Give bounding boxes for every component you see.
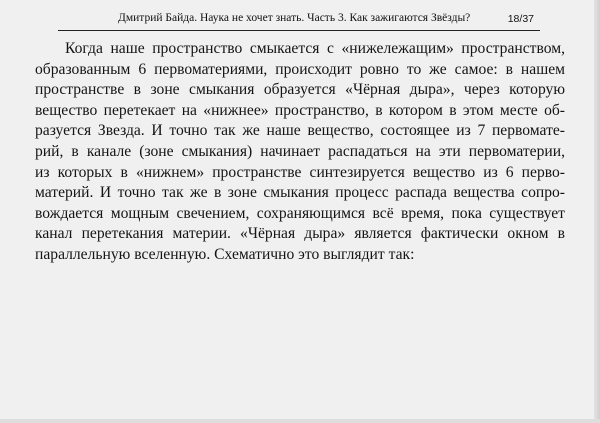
body-paragraph — [35, 39, 565, 266]
running-header — [58, 8, 540, 31]
scan-edge-shadow — [594, 0, 600, 423]
text-line: образованным 6 первоматериями, происходит ровно то же самое: в нашем — [35, 60, 565, 78]
page-number: 18/37 — [507, 13, 534, 25]
text-line: Когда наше пространство смыкается с «нижележащим» пространством, — [65, 40, 565, 57]
text-line: вещество перетекает на «нижнее» пространство, в котором в этом месте об- — [35, 101, 565, 119]
text-line: пространстве в зоне смыкания образуется «Чёрная дыра», через которую — [35, 81, 565, 99]
text-line: вождается мощным свечением, сохраняющимся всё время, пока существует — [35, 204, 565, 222]
text-line: разуется Звезда. И точно так же наше вещество, состоящее из 7 первомате- — [35, 122, 565, 140]
text-line: из которых в «нижнем» пространстве синтезируется вещество из 6 перво- — [35, 163, 565, 181]
scan-edge-bottom — [0, 419, 600, 423]
header-title: Дмитрий Байда. Наука не хочет знать. Часть 3. Как зажигаются Звёзды? — [118, 12, 471, 24]
text-line: параллельную вселенную. Схематично это выглядит так: — [35, 245, 415, 263]
text-line: рий, в канале (зоне смыкания) начинает распадаться на эти первоматерии, — [35, 142, 565, 160]
text-line: канал перетекания материи. «Чёрная дыра» является фактически окном в — [35, 225, 565, 243]
text-line: материй. И точно так же в зоне смыкания процесс распада вещества сопро- — [35, 184, 565, 202]
